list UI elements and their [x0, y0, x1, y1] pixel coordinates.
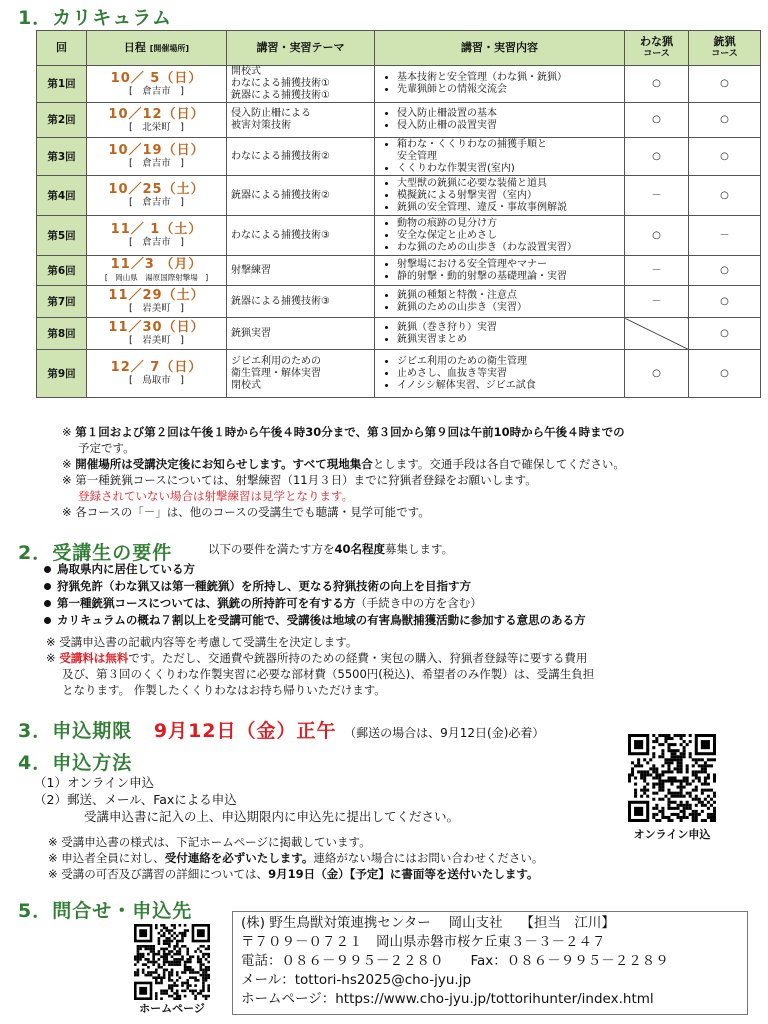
content-item: • 先輩猟師との情報交流会 — [397, 84, 620, 96]
note-venue: ※ 開催場所は受講決定後にお知らせします。すべて現地集合とします。交通手段は各自で確保してください。 — [62, 457, 625, 471]
curriculum-notes — [62, 424, 762, 520]
table-row — [37, 286, 761, 318]
wana-course-mark: ○ — [625, 138, 689, 176]
header-no: 回 — [37, 31, 87, 66]
theme-line: 射撃練習 — [231, 264, 271, 276]
session-theme — [227, 66, 375, 103]
note-selection: ※ 受講申込書の記載内容等を考慮して受講生を決定します。 — [46, 635, 358, 649]
content-item: • 銃猟の安全管理、違反・事故事例解説 — [397, 202, 620, 214]
session-content — [375, 138, 625, 176]
venue-text: [ 倉吉市 ] — [129, 237, 184, 248]
homepage-qr-caption: ホームページ — [139, 1002, 205, 1015]
theme-line: 開校式 — [231, 66, 261, 77]
note-registration-warning: 登録されていない場合は射撃練習は見学となります。 — [78, 489, 354, 503]
date-text: 11／29（土） — [108, 288, 205, 303]
header-theme: 講習・実習テーマ — [227, 31, 375, 66]
content-item: • 大型獣の銃猟に必要な装備と道具 — [397, 178, 620, 190]
deadline-mail-note: （郵送の場合は、9月12日(金)必着） — [344, 726, 545, 740]
date-text: 12／ 7（日） — [110, 360, 203, 375]
content-item: • 模擬銃による射撃実習（室内） — [397, 190, 620, 202]
note-schedule: ※ 第１回および第２回は午後１時から午後４時30分まで、第３回から第９回は午前10時から午後４時までの — [62, 425, 625, 439]
curriculum-table — [36, 30, 761, 398]
theme-line: 銃器による捕獲技術② — [231, 189, 330, 201]
theme-line: 銃器による捕獲技術① — [231, 90, 330, 101]
theme-line: わなによる捕獲技術② — [231, 150, 330, 162]
online-qr-caption: オンライン申込 — [633, 828, 711, 841]
theme-line: 閉校式 — [231, 379, 261, 391]
note-form: ※ 受講申込書の様式は、下記ホームページに掲載しています。 — [48, 835, 371, 849]
session-content — [375, 103, 625, 138]
venue-text: [ 岩美町 ] — [129, 335, 184, 346]
session-number: 第1回 — [37, 66, 87, 103]
deadline-date: 9月12日（金）正午 — [153, 720, 337, 742]
session-content — [375, 176, 625, 216]
theme-line: ジビエ利用のための — [231, 355, 321, 367]
content-item: • 基本技術と安全管理（わな猟・銃猟） — [397, 72, 620, 84]
note-dash: ※ 各コースの「－」は、他のコースの受講生でも聴講・見学可能です。 — [62, 505, 430, 519]
content-item: • 箱わな・くくりわなの捕獲手順と — [397, 139, 620, 151]
wana-course-mark: － — [625, 176, 689, 216]
requirements-notes — [46, 634, 746, 698]
note-fee-cont: 及び、第３回のくくりわな作製実習に必要な部材費（5500円(税込)、希望者のみ作製）は、受講生負担 — [62, 667, 595, 681]
theme-line: 被害対策技術 — [231, 120, 291, 131]
date-text: 10／12（日） — [108, 106, 205, 122]
content-item: • 銃猟（巻き狩り）実習 — [397, 322, 620, 334]
content-item: • 銃猟のための山歩き（実習） — [397, 302, 620, 314]
venue-text: [ 岡山県 湯原国際射撃場 ] — [104, 273, 209, 282]
ju-course-mark: ○ — [689, 286, 761, 318]
wana-course-mark: ○ — [625, 103, 689, 138]
ju-course-mark: ○ — [689, 318, 761, 350]
session-date — [87, 256, 227, 286]
contact-address: 〒７０９－０７２１ 岡山県赤磐市桜ケ丘東３－３－２４７ — [241, 934, 606, 950]
wana-course-mark: － — [625, 256, 689, 286]
content-item: • 侵入防止柵の設置実習 — [397, 120, 620, 132]
table-row — [37, 256, 761, 286]
session-theme — [227, 103, 375, 138]
method-mail: （2）郵送、メール、Faxによる申込 — [34, 792, 237, 807]
theme-line: 侵入防止柵による — [231, 108, 311, 119]
content-item: • くくりわな作製実習(室内) — [397, 163, 620, 175]
session-content — [375, 256, 625, 286]
venue-text: [ 倉吉市 ] — [129, 85, 184, 97]
ju-course-mark: ○ — [689, 138, 761, 176]
session-number: 第7回 — [37, 286, 87, 318]
method-mail-desc: 受講申込書に記入の上、申込期限内に申込先に提出してください。 — [84, 809, 460, 824]
header-date: 日程 [開催場所] — [87, 31, 227, 66]
list-item: カリキュラムの概ね７割以上を受講可能で、受講後は地域の有害鳥獣捕獲活動に参加する意思のある方 — [44, 612, 764, 629]
session-date — [87, 350, 227, 398]
venue-text: [ 鳥取市 ] — [129, 375, 184, 386]
header-content: 講習・実習内容 — [375, 31, 625, 66]
table-row — [37, 103, 761, 138]
note-fee-cont2: となります。 作製したくくりわなはお持ち帰りいただけます。 — [62, 683, 386, 697]
session-number: 第8回 — [37, 318, 87, 350]
header-wana-course: わな猟 コース — [625, 31, 689, 66]
session-theme — [227, 286, 375, 318]
date-text: 10／ 5（日） — [110, 70, 203, 86]
ju-course-mark: － — [689, 216, 761, 256]
session-date — [87, 176, 227, 216]
theme-line: わなによる捕獲技術③ — [231, 229, 330, 241]
contact-phone-fax: 電話：０８６－９９５－２２８０ Fax：０８６－９９５－２２８９ — [241, 953, 669, 969]
content-item: • 銃猟実習まとめ — [397, 334, 620, 346]
session-date — [87, 318, 227, 350]
ju-course-mark: ○ — [689, 256, 761, 286]
theme-line: 衛生管理・解体実習 — [231, 367, 321, 379]
wana-course-mark — [625, 318, 689, 350]
content-item: 安全管理 — [397, 150, 437, 162]
section-title-curriculum: 1．カリキュラム — [18, 7, 173, 29]
session-number: 第5回 — [37, 216, 87, 256]
ju-course-mark: ○ — [689, 176, 761, 216]
session-number: 第9回 — [37, 350, 87, 398]
table-row — [37, 318, 761, 350]
table-row — [37, 176, 761, 216]
venue-text: [ 倉吉市 ] — [129, 197, 184, 208]
session-content — [375, 318, 625, 350]
session-theme — [227, 256, 375, 286]
online-application-qr-icon[interactable] — [628, 734, 716, 822]
requirements-list — [44, 561, 764, 629]
table-row — [37, 66, 761, 103]
homepage-qr-icon[interactable] — [134, 924, 210, 1000]
session-date — [87, 103, 227, 138]
requirements-lead: 以下の要件を満たす方を40名程度募集します。 — [208, 542, 454, 556]
section-title-contact: 5．問合せ・申込先 — [18, 900, 193, 922]
session-theme — [227, 216, 375, 256]
wana-course-mark: ○ — [625, 350, 689, 398]
session-content — [375, 286, 625, 318]
ju-course-mark: ○ — [689, 66, 761, 103]
wana-course-mark: ○ — [625, 216, 689, 256]
date-text: 11／30（日） — [108, 320, 205, 335]
session-theme — [227, 318, 375, 350]
contact-homepage[interactable]: ホームページ：https://www.cho-jyu.jp/tottorihunter/index.html — [241, 991, 654, 1007]
venue-text: [ 岩美町 ] — [129, 303, 184, 314]
note-confirmation: ※ 申込者全員に対し、受付連絡を必ずいたします。連絡がない場合にはお問い合わせください。 — [48, 851, 544, 865]
content-item: • 射撃場における安全管理やマナー — [397, 259, 620, 271]
venue-text: [ 倉吉市 ] — [129, 158, 184, 169]
content-item: • ジビエ利用のための衛生管理 — [397, 356, 620, 368]
content-item: • イノシシ解体実習、ジビエ試食 — [397, 380, 620, 392]
wana-course-mark: － — [625, 286, 689, 318]
session-number: 第4回 — [37, 176, 87, 216]
note-result: ※ 受講の可否及び講習の詳細については、9月19日（金）【予定】に書面等を送付いたします。 — [48, 867, 539, 881]
session-theme — [227, 138, 375, 176]
method-online: （1）オンライン申込 — [34, 775, 155, 790]
venue-text: [ 北栄町 ] — [129, 121, 184, 133]
contact-org: (株) 野生鳥獣対策連携センター 岡山支社 【担当 江川】 — [241, 915, 615, 931]
list-item: 鳥取県内に居住している方 — [44, 561, 764, 578]
content-item: • 侵入防止柵設置の基本 — [397, 108, 620, 120]
session-date — [87, 66, 227, 103]
theme-line: わなによる捕獲技術① — [231, 78, 330, 89]
date-text: 10／19（日） — [108, 143, 205, 158]
wana-course-mark: ○ — [625, 66, 689, 103]
header-ju-course: 銃猟 コース — [689, 31, 761, 66]
session-theme — [227, 350, 375, 398]
section-title-requirements: 2．受講生の要件 — [18, 542, 173, 564]
session-theme — [227, 176, 375, 216]
session-number: 第3回 — [37, 138, 87, 176]
session-number: 第2回 — [37, 103, 87, 138]
date-text: 11／ 1（土） — [110, 222, 203, 237]
content-item: • 動物の痕跡の見分け方 — [397, 218, 620, 230]
table-row — [37, 138, 761, 176]
session-content — [375, 66, 625, 103]
content-item: • 銃猟の種類と特徴・注意点 — [397, 290, 620, 302]
table-row — [37, 216, 761, 256]
contact-box — [232, 911, 748, 1015]
content-item: • 止めさし、血抜き等実習 — [397, 368, 620, 380]
theme-line: 銃器による捕獲技術③ — [231, 295, 330, 307]
note-registration: ※ 第一種銃猟コースについては、射撃練習（11月３日）までに狩猟者登録をお願いします。 — [62, 473, 537, 487]
section-title-method: 4．申込方法 — [18, 752, 133, 774]
session-date — [87, 286, 227, 318]
session-date — [87, 138, 227, 176]
ju-course-mark: ○ — [689, 350, 761, 398]
ju-course-mark: ○ — [689, 103, 761, 138]
content-item: • わな猟のための山歩き（わな設置実習） — [397, 242, 620, 254]
list-item: 第一種銃猟コースについては、猟銃の所持許可を有する方（手続き中の方を含む） — [44, 595, 764, 612]
table-row — [37, 350, 761, 398]
content-item: • 安全な保定と止めさし — [397, 230, 620, 242]
session-content — [375, 350, 625, 398]
note-fee: ※ 受講料は無料です。ただし、交通費や銃器所持のための経費・実包の購入、狩猟者登録等に要する費用 — [46, 651, 588, 665]
date-text: 10／25（土） — [108, 182, 205, 197]
note-schedule-cont: 予定です。 — [78, 441, 135, 455]
contact-email[interactable]: メール：tottori-hs2025@cho-jyu.jp — [241, 972, 472, 988]
content-item: • 静的射撃・動的射撃の基礎理論・実習 — [397, 271, 620, 283]
session-content — [375, 216, 625, 256]
list-item: 狩猟免許（わな猟又は第一種銃猟）を所持し、更なる狩猟技術の向上を目指す方 — [44, 578, 764, 595]
table-header-row — [37, 31, 761, 66]
session-date — [87, 216, 227, 256]
date-text: 11／3 （月） — [110, 257, 203, 272]
section-title-deadline: 3．申込期限 9月12日（金）正午 （郵送の場合は、9月12日(金)必着） — [18, 720, 545, 742]
session-number: 第6回 — [37, 256, 87, 286]
theme-line: 銃猟実習 — [231, 327, 271, 339]
